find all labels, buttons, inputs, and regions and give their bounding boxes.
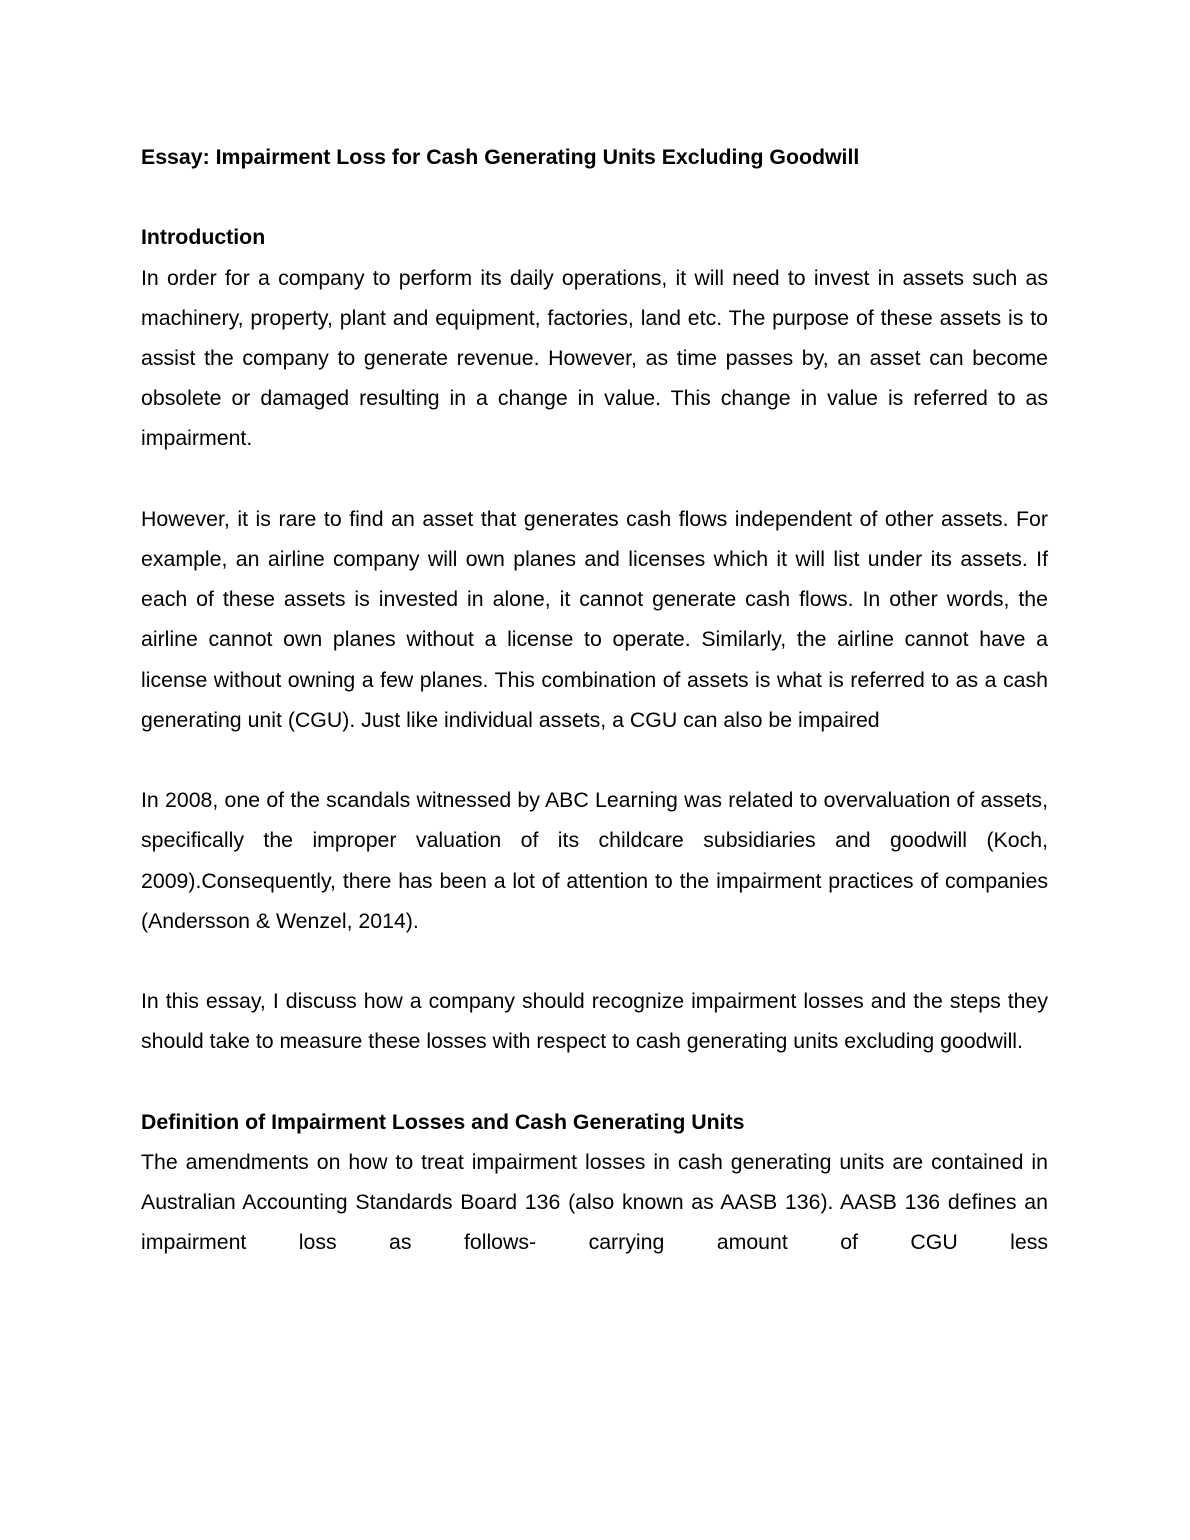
spacer xyxy=(141,941,1048,981)
paragraph: The amendments on how to treat impairment losses in cash generating units are contained in Australian Accounting Standards Board 136 (also known as AASB 136). AASB 136 defines an impairment loss as follows- carrying amount of CGU less xyxy=(141,1149,1048,1255)
paragraph: In 2008, one of the scandals witnessed by ABC Learning was related to overvaluation of assets, specifically the improper valuation of its childcare subsidiaries and goodwill (Koch, 2009).Consequently, there has been a lot of attention to the impairment practices of companies (Andersson & Wenzel, 2014). xyxy=(141,788,1048,933)
paragraph: In this essay, I discuss how a company should recognize impairment losses and the steps they should take to measure these losses with respect to cash generating units excluding goodwill. xyxy=(141,989,1048,1054)
paragraph: However, it is rare to find an asset that generates cash flows independent of other assets. For example, an airline company will own planes and licenses which it will list under its assets. If each of these assets is invested in alone, it cannot generate cash flows. In other words, the airline cannot own planes without a license to operate. Similarly, the airline cannot have a license without owning a few planes. This combination of assets is what is referred to as a cash generating unit (CGU). Just like individual assets, a CGU can also be impaired xyxy=(141,506,1048,732)
spacer xyxy=(141,459,1048,499)
essay-title: Essay: Impairment Loss for Cash Generating Units Excluding Goodwill xyxy=(141,145,860,169)
section-heading-definition: Definition of Impairment Losses and Cash Generating Units xyxy=(141,1109,745,1134)
paragraph: In order for a company to perform its daily operations, it will need to invest in assets such as machinery, property, plant and equipment, factories, land etc. The purpose of these assets is to assist the company to generate revenue. However, as time passes by, an asset can become obsolete or damaged resulting in a change in value. This change in value is referred to as impairment. xyxy=(141,265,1048,451)
section-heading-introduction: Introduction xyxy=(141,225,266,250)
spacer xyxy=(141,177,1048,217)
document-page xyxy=(141,137,1048,1263)
spacer xyxy=(141,740,1048,780)
spacer xyxy=(141,1062,1048,1102)
